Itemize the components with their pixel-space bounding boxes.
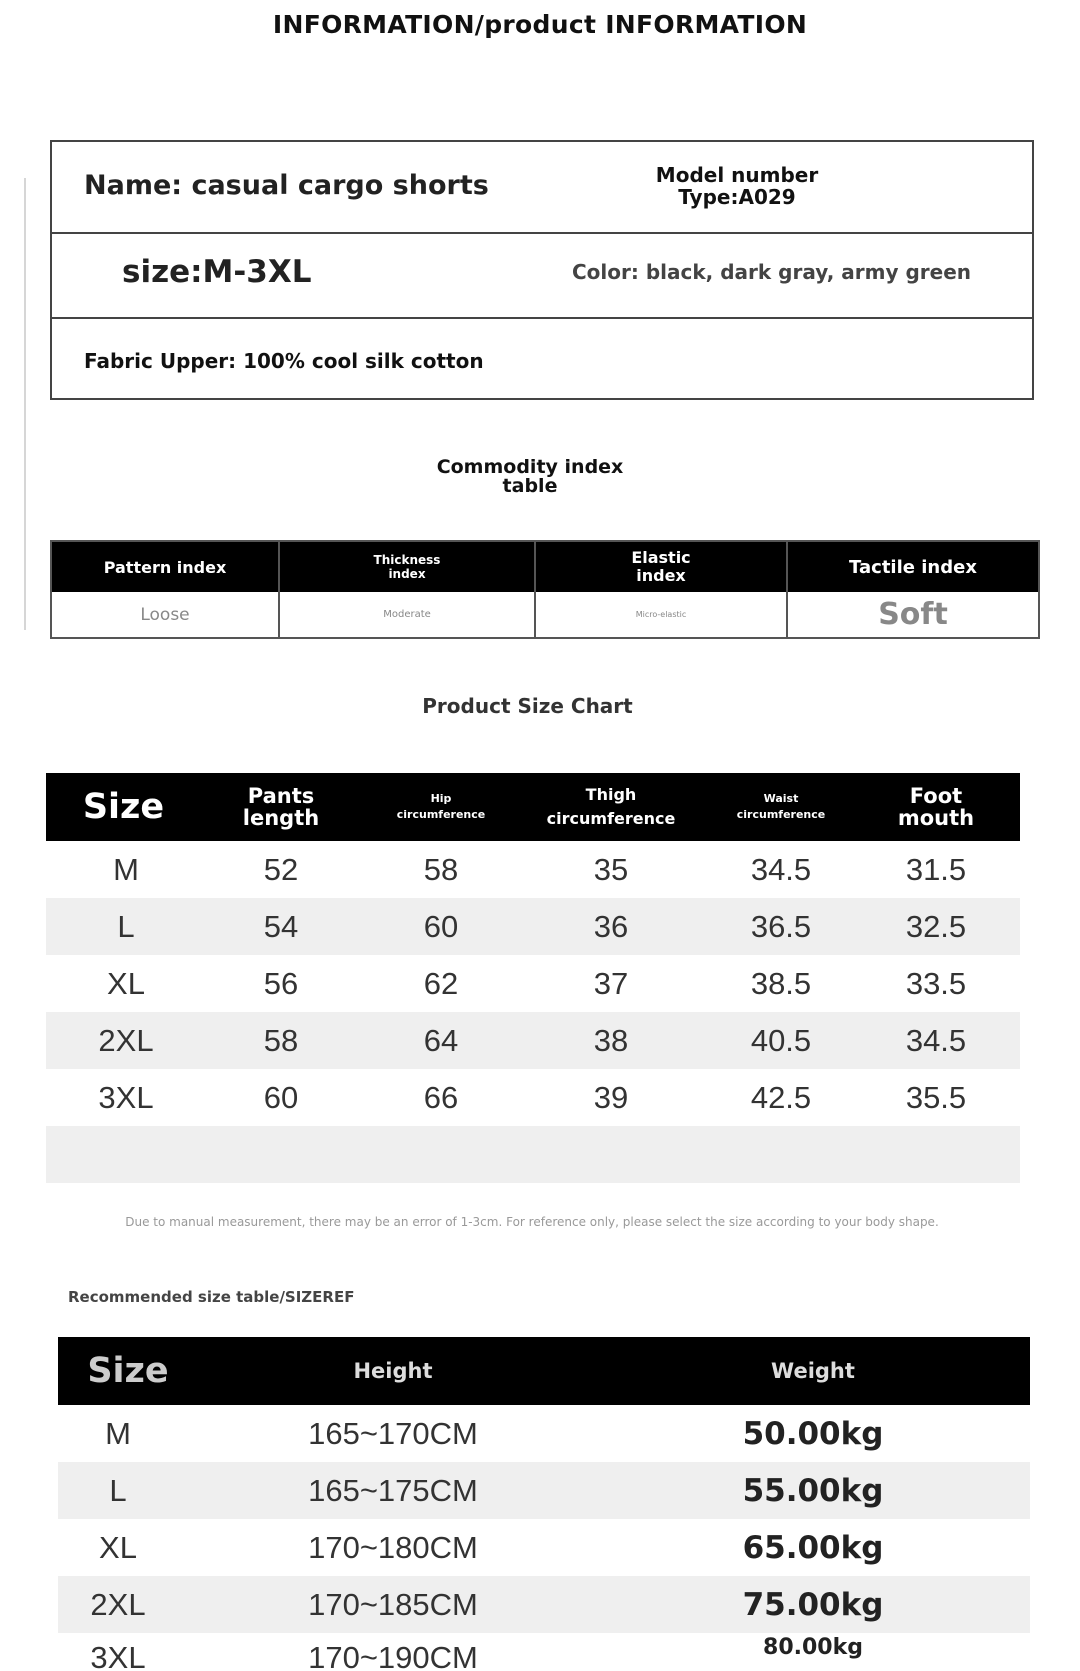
- foot-mouth-cell: 33.5: [905, 965, 967, 1001]
- info-row-name: [52, 142, 1032, 234]
- size-cell: L: [117, 908, 135, 944]
- thigh-cell: 35: [593, 851, 629, 887]
- column-divider: [534, 542, 536, 637]
- commodity-index-title: [380, 458, 680, 496]
- table-row: [58, 1405, 1030, 1462]
- table-row: [46, 955, 1020, 1012]
- size-cell: 2XL: [98, 1022, 154, 1058]
- foot-mouth-cell: 35.5: [905, 1079, 967, 1115]
- rec-size-cell: 2XL: [90, 1586, 146, 1622]
- waist-cell: 36.5: [750, 908, 812, 944]
- thigh-cell: 39: [593, 1079, 629, 1115]
- rec-height-cell: 170~180CM: [308, 1529, 478, 1565]
- pants-length-cell: 52: [263, 851, 299, 887]
- product-name: Name: casual cargo shorts: [84, 170, 489, 201]
- thickness-index-value: Moderate: [280, 592, 534, 637]
- rec-height-cell: 170~190CM: [308, 1639, 478, 1671]
- size-chart-title: Product Size Chart: [422, 694, 633, 718]
- tactile-index-header: Tactile index: [788, 542, 1038, 592]
- rec-weight-cell: 75.00kg: [742, 1586, 884, 1623]
- hip-cell: 58: [423, 851, 459, 887]
- hip-cell: 66: [423, 1079, 459, 1115]
- rec-size-cell: L: [109, 1472, 127, 1508]
- elastic-index-header: Elastic index: [536, 542, 786, 592]
- color-options: Color: black, dark gray, army green: [572, 260, 972, 284]
- measurement-disclaimer: Due to manual measurement, there may be an error of 1-3cm. For reference only, please select the size according to your body shape.: [125, 1215, 939, 1229]
- size-chart-table: [46, 773, 1020, 1183]
- pants-length-cell: 58: [263, 1022, 299, 1058]
- table-row-empty: [46, 1126, 1020, 1183]
- size-cell: XL: [107, 965, 145, 1001]
- thigh-cell: 38: [593, 1022, 629, 1058]
- hip-circumference-header: Hip circumference: [396, 792, 486, 821]
- table-row: [58, 1633, 1030, 1671]
- rec-weight-cell: 80.00kg: [763, 1635, 863, 1660]
- recommended-size-title: Recommended size table/SIZEREF: [68, 1288, 355, 1306]
- table-row: [46, 1012, 1020, 1069]
- table-row: [46, 1069, 1020, 1126]
- hip-cell: 62: [423, 965, 459, 1001]
- rec-weight-header: Weight: [771, 1359, 855, 1383]
- left-divider: [24, 178, 26, 630]
- waist-cell: 38.5: [750, 965, 812, 1001]
- thigh-circumference-header: Thigh circumference: [546, 785, 676, 828]
- table-row: [58, 1519, 1030, 1576]
- hip-cell: 60: [423, 908, 459, 944]
- table-row: [46, 841, 1020, 898]
- commodity-title-line1: Commodity index: [436, 456, 624, 478]
- rec-size-header: Size: [87, 1351, 169, 1391]
- hip-cell: 64: [423, 1022, 459, 1058]
- foot-mouth-cell: 32.5: [905, 908, 967, 944]
- column-divider: [278, 542, 280, 637]
- foot-mouth-header: Foot mouth: [897, 784, 975, 830]
- size-cell: M: [113, 851, 139, 887]
- thigh-cell: 36: [593, 908, 629, 944]
- tactile-index-value: Soft: [788, 592, 1038, 637]
- waist-cell: 42.5: [750, 1079, 812, 1115]
- rec-size-cell: XL: [99, 1529, 137, 1565]
- foot-mouth-cell: 31.5: [905, 851, 967, 887]
- rec-size-cell: M: [105, 1415, 131, 1451]
- table-row: [46, 898, 1020, 955]
- rec-height-cell: 165~170CM: [308, 1415, 478, 1451]
- table-row: [58, 1576, 1030, 1633]
- size-header: Size: [82, 787, 165, 827]
- rec-weight-cell: 55.00kg: [742, 1472, 884, 1509]
- model-number-value: Type:A029: [678, 185, 796, 209]
- model-number: [572, 164, 902, 208]
- model-number-label: Model number: [655, 163, 819, 187]
- rec-size-cell: 3XL: [90, 1639, 146, 1671]
- column-divider: [786, 542, 788, 637]
- rec-weight-cell: 50.00kg: [742, 1415, 884, 1452]
- info-row-size: [52, 234, 1032, 319]
- elastic-index-value: Micro-elastic: [536, 592, 786, 637]
- rec-height-cell: 165~175CM: [308, 1472, 478, 1508]
- pants-length-cell: 54: [263, 908, 299, 944]
- thigh-cell: 37: [593, 965, 629, 1001]
- info-row-fabric: [52, 319, 1032, 400]
- page-title: INFORMATION/product INFORMATION: [272, 10, 808, 39]
- rec-height-header: Height: [353, 1359, 433, 1383]
- pants-length-header: Pants length: [242, 784, 320, 830]
- foot-mouth-cell: 34.5: [905, 1022, 967, 1058]
- pants-length-cell: 56: [263, 965, 299, 1001]
- recommended-size-header: [58, 1337, 1030, 1405]
- commodity-title-line2: table: [502, 475, 558, 497]
- rec-height-cell: 170~185CM: [308, 1586, 478, 1622]
- thickness-index-header: Thickness index: [280, 542, 534, 592]
- size-range: size:M-3XL: [122, 254, 312, 290]
- pattern-index-header: Pattern index: [52, 542, 278, 592]
- pants-length-cell: 60: [263, 1079, 299, 1115]
- product-info-box: [50, 140, 1034, 400]
- waist-cell: 34.5: [750, 851, 812, 887]
- rec-weight-cell: 65.00kg: [742, 1529, 884, 1566]
- size-cell: 3XL: [98, 1079, 154, 1115]
- commodity-index-table: [50, 540, 1040, 639]
- waist-circumference-header: Waist circumference: [736, 792, 826, 821]
- pattern-index-value: Loose: [52, 592, 278, 637]
- waist-cell: 40.5: [750, 1022, 812, 1058]
- table-row: [58, 1462, 1030, 1519]
- size-chart-header: [46, 773, 1020, 841]
- fabric-info: Fabric Upper: 100% cool silk cotton: [84, 349, 484, 373]
- recommended-size-table: [58, 1337, 1030, 1671]
